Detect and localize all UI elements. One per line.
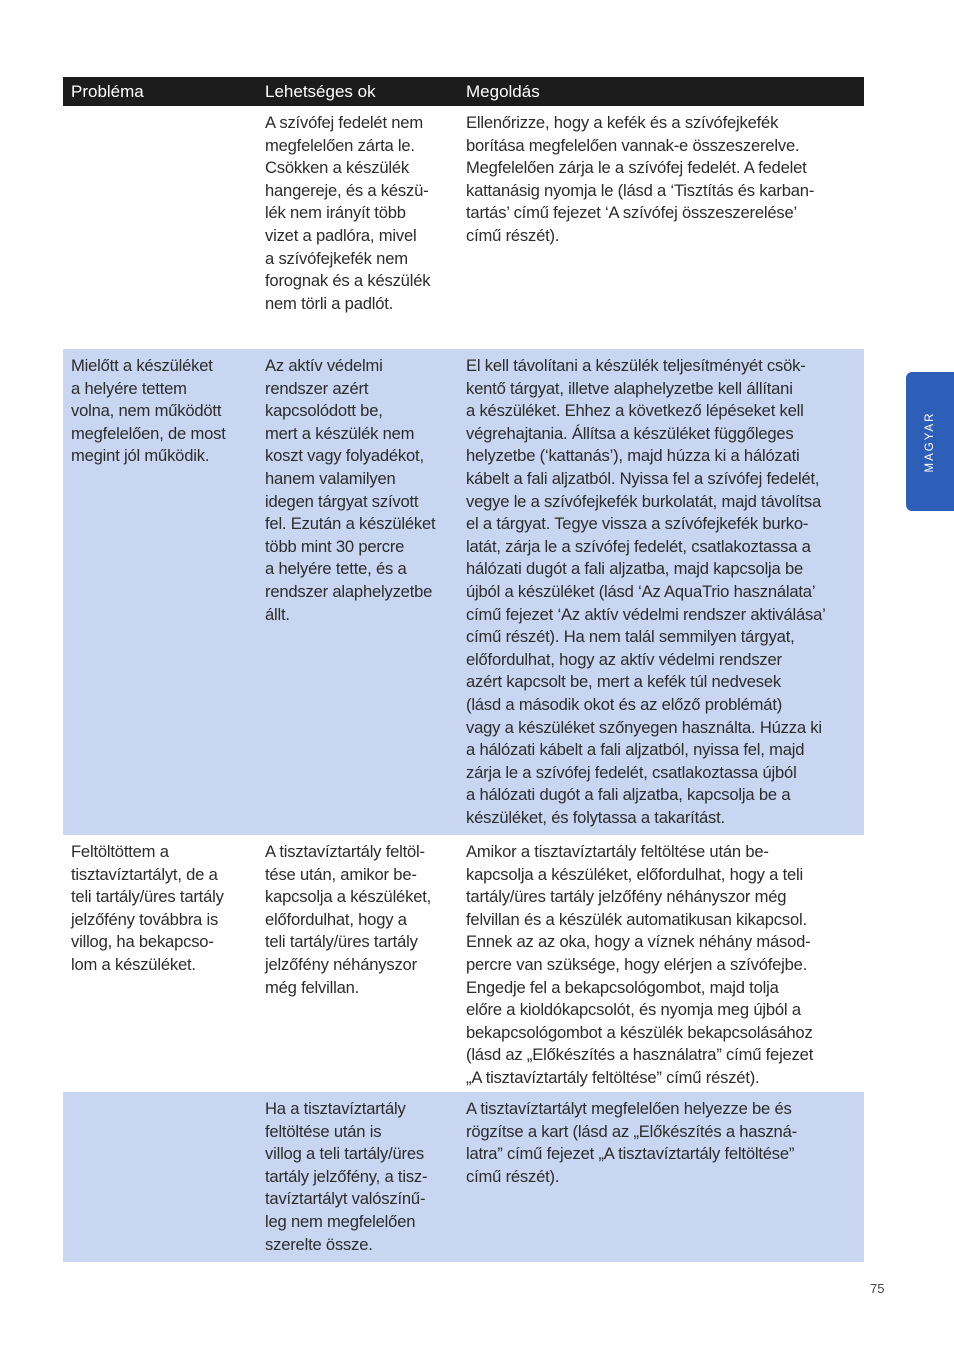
cause-cell: Az aktív védelmi rendszer azért kapcsolódott be, mert a készülék nem koszt vagy folyadékot, hanem valamilyen idegen tárgyat szívott fel. Ezután a készüléket több mint 30 percre a helyére tette, és a rendszer alaphelyzetbe állt. [265,356,436,624]
solution-cell: El kell távolítani a készülék teljesítményét csök- kentő tárgyat, illetve alaphelyzetbe kell állítani a készüléket. Ehhez a következő lépéseket kell végrehajtania. Állítsa a készüléket függőleges helyzetbe (‘kattanás’), majd húzza ki a hálózati kábelt a fali aljzatból. Nyissa fel a szívófej fedelét, vegye le a szívófejkefék burkolatát, majd távolítsa el a tárgyat. Tegye vissza a szívófejkefék burko- latát, zárja le a szívófej fedelét, csatlakoztassa a hálózati dugót a fali aljzatba, majd kapcsolja be újból a készüléket (lásd ‘Az AquaTrio használata’ című fejezet ‘Az aktív védelmi rendszer aktiválása’ című részét). Ha nem talál semmilyen tárgyat, előfordulhat, hogy az aktív védelmi rendszer azért kapcsolt be, mert a kefék túl nedvesek (lásd a második okot és az előző problémát) vagy a készüléket szőnyegen használta. Húzza ki a hálózati kábelt a fali aljzatból, nyissa fel, majd zárja le a szívófej fedelét, csatlakoztassa újból a hálózati dugót a fali aljzatba, kapcsolja be a készüléket, és folytassa a takarítást. [466,356,826,827]
table-row [63,835,864,1092]
problem-cell [63,106,257,349]
header-solution: Megoldás [466,81,540,101]
header-problem: Probléma [71,81,144,101]
cause-cell: Ha a tisztavíztartály feltöltése után is villog a teli tartály/üres tartály jelzőfény, a tisz- tavíztartályt valószínű- leg nem megfelelően szerelte össze. [265,1099,428,1254]
page-number: 75 [870,1281,885,1296]
troubleshooting-table [63,77,864,1262]
problem-cell: Feltöltöttem a tisztavíztartályt, de a teli tartály/üres tartály jelzőfény továbbra is villog, ha bekapcso- lom a készüléket. [71,842,224,974]
table-row [63,106,864,349]
table-row [63,349,864,835]
solution-cell: Ellenőrizze, hogy a kefék és a szívófejkefék borítása megfelelően vannak-e összeszerelve. Megfelelően zárja le a szívófej fedelét. A fedelet kattanásig nyomja le (lásd a ‘Tisztítás és karban- tartás’ című fejezet ‘A szívófej összeszerelése’ című részét). [466,113,815,245]
cause-cell: A tisztavíztartály feltöl- tése után, amikor be- kapcsolja a készüléket, előfordulhat, hogy a teli tartály/üres tartály jelzőfény néhányszor még felvillan. [265,842,432,997]
table-row [63,1092,864,1262]
solution-cell: A tisztavíztartályt megfelelően helyezze be és rögzítse a kart (lásd az „Előkészítés a haszná- latra” című fejezet „A tisztavíztartály feltöltése” című részét). [466,1099,797,1186]
header-cause: Lehetséges ok [265,81,376,101]
language-tab-label: MAGYAR [924,411,936,472]
table-header [63,77,864,106]
cause-cell: A szívófej fedelét nem megfelelően zárta le. Csökken a készülék hangereje, és a készü- lék nem irányít több vizet a padlóra, mivel a szívófejkefék nem forognak és a készülék nem törli a padlót. [265,113,431,313]
language-tab [906,372,954,511]
solution-cell: Amikor a tisztavíztartály feltöltése után be- kapcsolja a készüléket, előfordulhat, hogy a teli tartály/üres tartály jelzőfény néhányszor még felvillan és a készülék automatikusan kikapcsol. Ennek az az oka, hogy a víznek néhány másod- percre van szüksége, hogy elérjen a szívófejbe. Engedje fel a bekapcsológombot, majd tolja előre a kioldókapcsolót, és nyomja meg újból a bekapcsológombot a készülék bekapcsolásához (lásd az „Előkészítés a használatra” című fejezet „A tisztavíztartály feltöltése” című részét). [466,842,814,1087]
problem-cell [63,1092,257,1262]
problem-cell: Mielőtt a készüléket a helyére tettem volna, nem működött megfelelően, de most megint jól működik. [71,356,226,466]
